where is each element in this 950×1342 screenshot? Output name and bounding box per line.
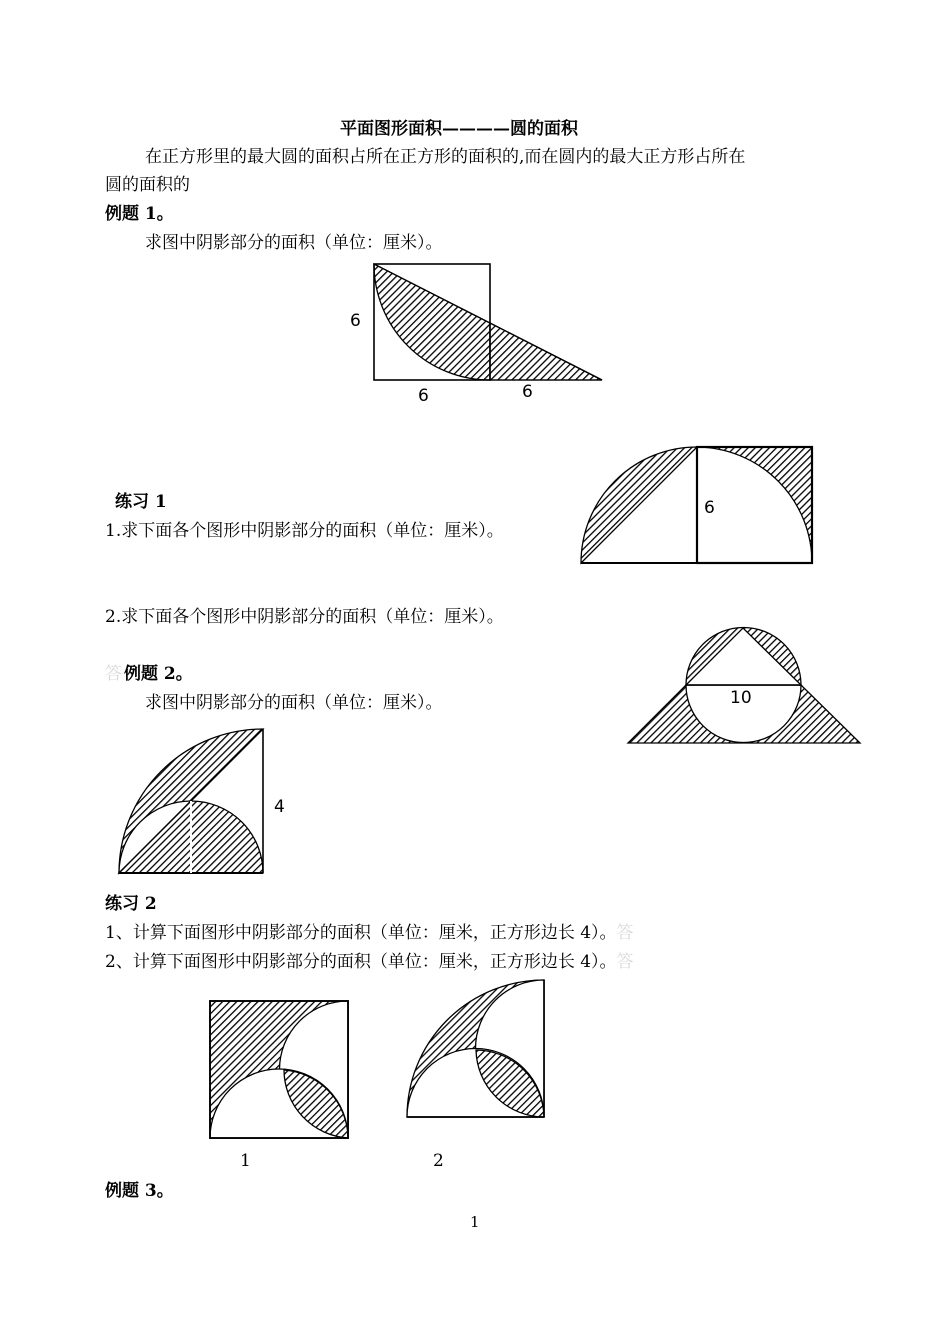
example1-heading: 例题 1。 — [105, 204, 174, 224]
practice1-question-1: 1.求下面各个图形中阴影部分的面积（单位：厘米）。 — [105, 521, 504, 541]
practice2-caption-2: 2 — [433, 1151, 444, 1171]
example2-prompt: 求图中阴影部分的面积（单位：厘米）。 — [145, 693, 443, 713]
practice2-figure-2 — [407, 980, 544, 1117]
example1-side-label: 6 — [350, 311, 361, 331]
intro-line-1: 在正方形里的最大圆的面积占所在正方形的面积的,而在圆内的最大正方形占所在 — [145, 147, 746, 167]
page-number: 1 — [470, 1213, 480, 1231]
practice2-heading: 练习 2 — [105, 894, 157, 914]
practice2-question-1-text: 1、计算下面图形中阴影部分的面积（单位：厘米，正方形边长 4）。 — [105, 923, 617, 943]
practice2-figure-1 — [210, 1001, 348, 1138]
faint-answer-mark: 答 — [616, 923, 634, 943]
practice1-fig2-label: 10 — [730, 688, 752, 708]
example1-figure — [340, 255, 615, 410]
practice2-figures — [205, 995, 555, 1145]
practice2-question-2-text: 2、计算下面图形中阴影部分的面积（单位：厘米，正方形边长 4）。 — [105, 952, 617, 972]
example2-heading: 例题 2。 — [124, 664, 193, 684]
practice1-heading: 练习 1 — [115, 492, 167, 512]
practice1-figure-1 — [575, 440, 820, 570]
example1-bottom-label: 6 — [418, 386, 429, 406]
faint-answer-mark: 答 — [105, 664, 122, 684]
practice2-question-1 — [105, 922, 634, 944]
practice1-figure-2 — [622, 620, 867, 750]
example1-shaded-arc-region — [374, 264, 490, 380]
page-title: 平面图形面积————圆的面积 — [340, 119, 578, 139]
example1-extension-label: 6 — [522, 382, 533, 402]
example2-figure — [112, 720, 292, 885]
practice1-question-2: 2.求下面各个图形中阴影部分的面积（单位：厘米）。 — [105, 607, 504, 627]
practice1-fig1-left-shaded — [581, 447, 697, 563]
intro-line-2: 圆的面积的 — [105, 175, 190, 195]
practice1-fig1-label: 6 — [704, 498, 715, 518]
example3-heading: 例题 3。 — [105, 1181, 174, 1201]
practice2-question-2 — [105, 951, 634, 973]
practice2-caption-1: 1 — [240, 1151, 251, 1171]
example2-label: 4 — [274, 797, 285, 817]
faint-answer-mark: 答 — [616, 952, 634, 972]
example1-prompt: 求图中阴影部分的面积（单位：厘米）。 — [145, 233, 443, 253]
